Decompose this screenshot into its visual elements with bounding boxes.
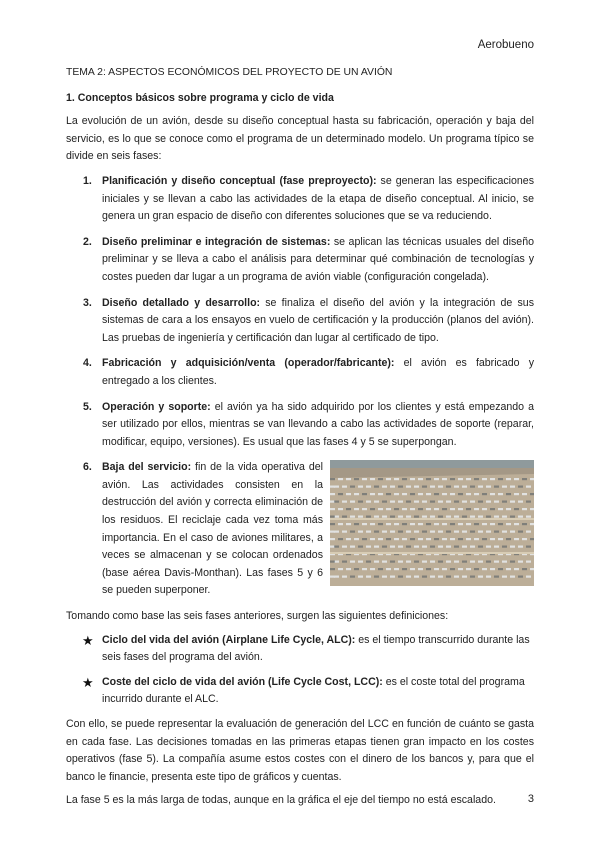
- phase-text: se aplican las técnicas usuales del diseño preliminar y se lleva a cabo el análisis para determinar qué combinación de tecnologías y costes pueden dar lugar a un programa de avión viable (configuración congelada).: [102, 235, 534, 283]
- phase-term: Baja del servicio:: [102, 461, 192, 474]
- phase-text: se generan las especificaciones iniciales y se llevan a cabo las actividades de la etapa de diseño conceptual. Al inicio, se genera un gran espacio de diseño con diferentes soluciones que se va reduciendo.: [102, 174, 534, 223]
- phase-number: 1.: [83, 174, 92, 187]
- definition-item: [66, 632, 534, 667]
- phase-number: 6.: [83, 461, 92, 474]
- phase-item: [66, 459, 534, 600]
- transition-text: Tomando como base las seis fases anteriores, surgen las siguientes definiciones:: [66, 610, 449, 623]
- phase-item: [66, 355, 534, 390]
- phase-term: Diseño preliminar e integración de sistemas:: [102, 235, 331, 248]
- phase-term: Planificación y diseño conceptual (fase preproyecto):: [102, 174, 377, 187]
- star-bullet-icon: ★: [82, 674, 94, 690]
- phase-text: se finaliza el diseño del avión y la integración de sus sistemas de cara a los ensayos en vuelo de certificación y la producción (planos del avión). Las pruebas de ingeniería y certificación dan lugar al certificado de tipo.: [102, 296, 534, 344]
- phase-term: Diseño detallado y desarrollo:: [102, 296, 261, 309]
- phase-item: [66, 234, 534, 287]
- phase-number: 4.: [83, 357, 92, 370]
- running-header: Aerobueno: [477, 39, 534, 51]
- intro-paragraph: La evolución de un avión, desde su diseño conceptual hasta su fabricación, operación y baja del servicio, es lo que se conoce como el programa de un determinado modelo. Un programa típico se divide en seis fases:: [66, 115, 534, 163]
- page-number: 3: [527, 793, 534, 805]
- aircraft-boneyard-photo: [330, 460, 534, 586]
- chapter-title: TEMA 2: ASPECTOS ECONÓMICOS DEL PROYECTO DE UN AVIÓN: [66, 67, 393, 78]
- phase-number: 5.: [83, 400, 92, 413]
- phase-6-block: [102, 459, 534, 600]
- definition-text: es el tiempo transcurrido durante las seis fases del programa del avión.: [102, 633, 530, 664]
- phase-item: [66, 399, 534, 452]
- phase-item: [66, 173, 534, 226]
- definition-text: es el coste total del programa incurrido durante el ALC.: [102, 675, 525, 706]
- phase-item: [66, 295, 534, 348]
- phase-number: 3.: [83, 296, 92, 309]
- definition-term: Coste del ciclo de vida del avión (Life Cycle Cost, LCC):: [102, 675, 383, 688]
- phase-term: Fabricación y adquisición/venta (operador/fabricante):: [102, 357, 395, 370]
- phase-list: [66, 173, 534, 600]
- phase-term: Operación y soporte:: [102, 400, 211, 413]
- section-heading: 1. Conceptos básicos sobre programa y ciclo de vida: [66, 91, 334, 104]
- body-paragraph: Con ello, se puede representar la evaluación de generación del LCC en función de cuánto se gasta en cada fase. Las decisiones tomadas en las primeras etapas tienen gran impacto en los costes operativos (fase 5). La compañía asume estos costes con el dinero de los bancos y, para que el banco le financie, presenta este tipo de gráficos y cuentas.: [66, 718, 534, 783]
- phase-6-text-block: [102, 459, 323, 600]
- definition-list: [66, 632, 534, 709]
- page-content: [66, 64, 534, 816]
- definition-term: Ciclo del vida del avión (Airplane Life Cycle, ALC):: [102, 633, 356, 646]
- star-bullet-icon: ★: [82, 632, 94, 648]
- phase-text: el avión ya ha sido adquirido por los clientes y está empezando a ser utilizado por ellos, mientras se van llevando a cabo las actividades de soporte (reparar, modificar, equipo, versiones). Es usual que las fases 4 y 5 se superpongan.: [102, 400, 534, 448]
- phase-text: fin de la vida operativa del avión. Las actividades consisten en la destrucción del avión y correcta eliminación de los residuos. El reciclaje cada vez toma más importancia. En el caso de aviones militares, a veces se almacenan y se colocan ordenados (base aérea Davis-Monthan). Las fases 5 y 6 se pueden superponer.: [102, 461, 323, 597]
- definition-item: [66, 674, 534, 709]
- phase-text: el avión es fabricado y entregado a los clientes.: [102, 357, 534, 387]
- body-paragraph: La fase 5 es la más larga de todas, aunque en la gráfica el eje del tiempo no está escalado.: [66, 794, 496, 807]
- phase-number: 2.: [83, 235, 92, 248]
